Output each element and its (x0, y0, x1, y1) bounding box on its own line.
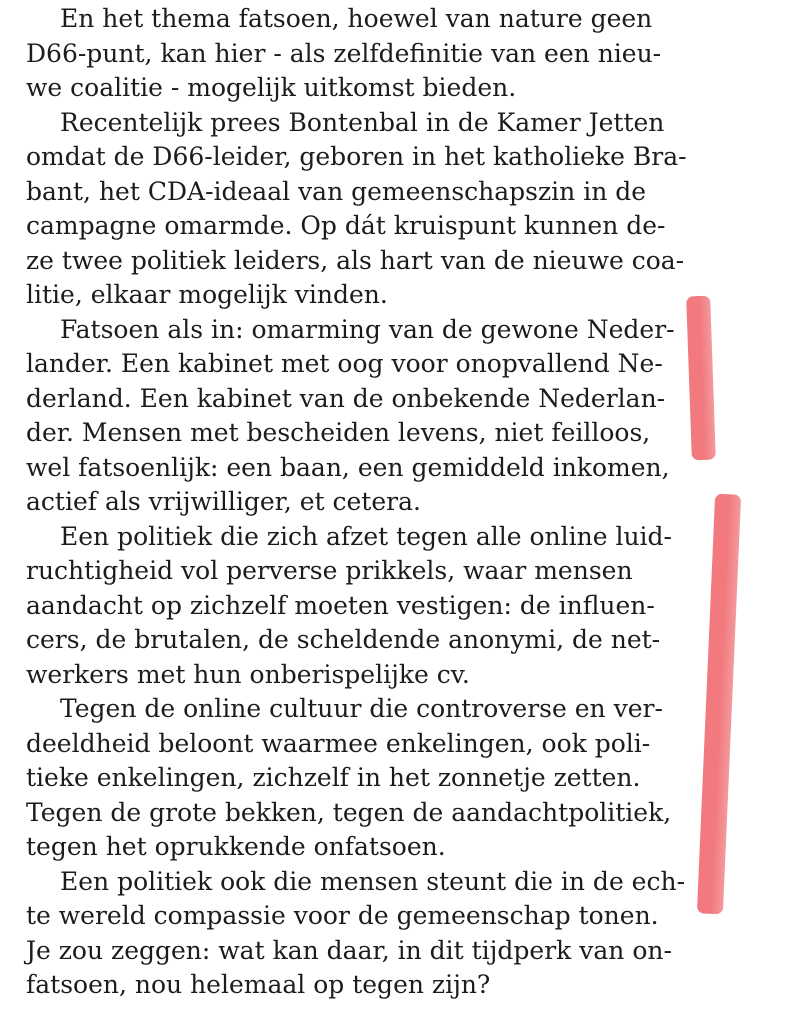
text-line: Fatsoen als in: omarming van de gewone Neder- (60, 314, 675, 344)
text-line: ruchtigheid vol perverse prikkels, waar mensen (26, 556, 633, 585)
text-line: fatsoen, nou helemaal op tegen zijn? (26, 970, 491, 999)
text-line: Een politiek ook die mensen steunt die in de ech- (60, 866, 686, 896)
paragraph-4 (26, 520, 726, 693)
text-line: cers, de brutalen, de scheldende anonymi, de net- (26, 625, 661, 654)
text-line: En het thema fatsoen, hoewel van nature geen (60, 4, 653, 33)
article-body (26, 2, 726, 1003)
paragraph-3 (26, 313, 726, 520)
text-line: deeldheid beloont waarmee enkelingen, ook poli- (26, 728, 651, 758)
text-line: actief als vrijwilliger, et cetera. (26, 487, 421, 516)
text-line: tegen het oprukkende onfatsoen. (26, 832, 446, 861)
text-line: tieke enkelingen, zichzelf in het zonnetje zetten. (26, 763, 641, 792)
text-line: D66-punt, kan hier - als zelfdefinitie van een nieu- (26, 38, 662, 68)
text-line: lander. Een kabinet met oog voor onopvallend Ne- (26, 349, 663, 378)
text-line: Recentelijk prees Bontenbal in de Kamer Jetten (60, 107, 665, 137)
text-line: we coalitie - mogelijk uitkomst bieden. (26, 73, 517, 102)
text-line: Je zou zeggen: wat kan daar, in dit tijdperk van on- (26, 935, 672, 965)
paragraph-6 (26, 865, 726, 1003)
text-line: bant, het CDA-ideaal van gemeenschapszin in de (26, 176, 647, 206)
text-line: Een politiek die zich afzet tegen alle online luid- (60, 521, 672, 551)
text-line: ze twee politiek leiders, als hart van de nieuwe coa- (26, 245, 685, 275)
text-line: campagne omarmde. Op dát kruispunt kunnen de- (26, 211, 666, 240)
text-line: Tegen de online cultuur die controverse en ver- (60, 694, 663, 723)
text-line: werkers met hun onberispelijke cv. (26, 659, 470, 689)
text-line: aandacht op zichzelf moeten vestigen: de influen- (26, 590, 655, 620)
paragraph-2 (26, 106, 726, 313)
text-line: der. Mensen met bescheiden levens, niet feilloos, (26, 418, 651, 447)
text-line: derland. Een kabinet van de onbekende Nederlan- (26, 383, 666, 413)
text-line: Tegen de grote bekken, tegen de aandachtpolitiek, (26, 797, 672, 827)
text-line: litie, elkaar mogelijk vinden. (26, 280, 388, 309)
paragraph-5 (26, 692, 726, 865)
paragraph-1 (26, 2, 726, 106)
text-line: wel fatsoenlijk: een baan, een gemiddeld inkomen, (26, 452, 670, 482)
text-line: omdat de D66-leider, geboren in het katholieke Bra- (26, 142, 687, 171)
text-line: te wereld compassie voor de gemeenschap tonen. (26, 901, 659, 930)
